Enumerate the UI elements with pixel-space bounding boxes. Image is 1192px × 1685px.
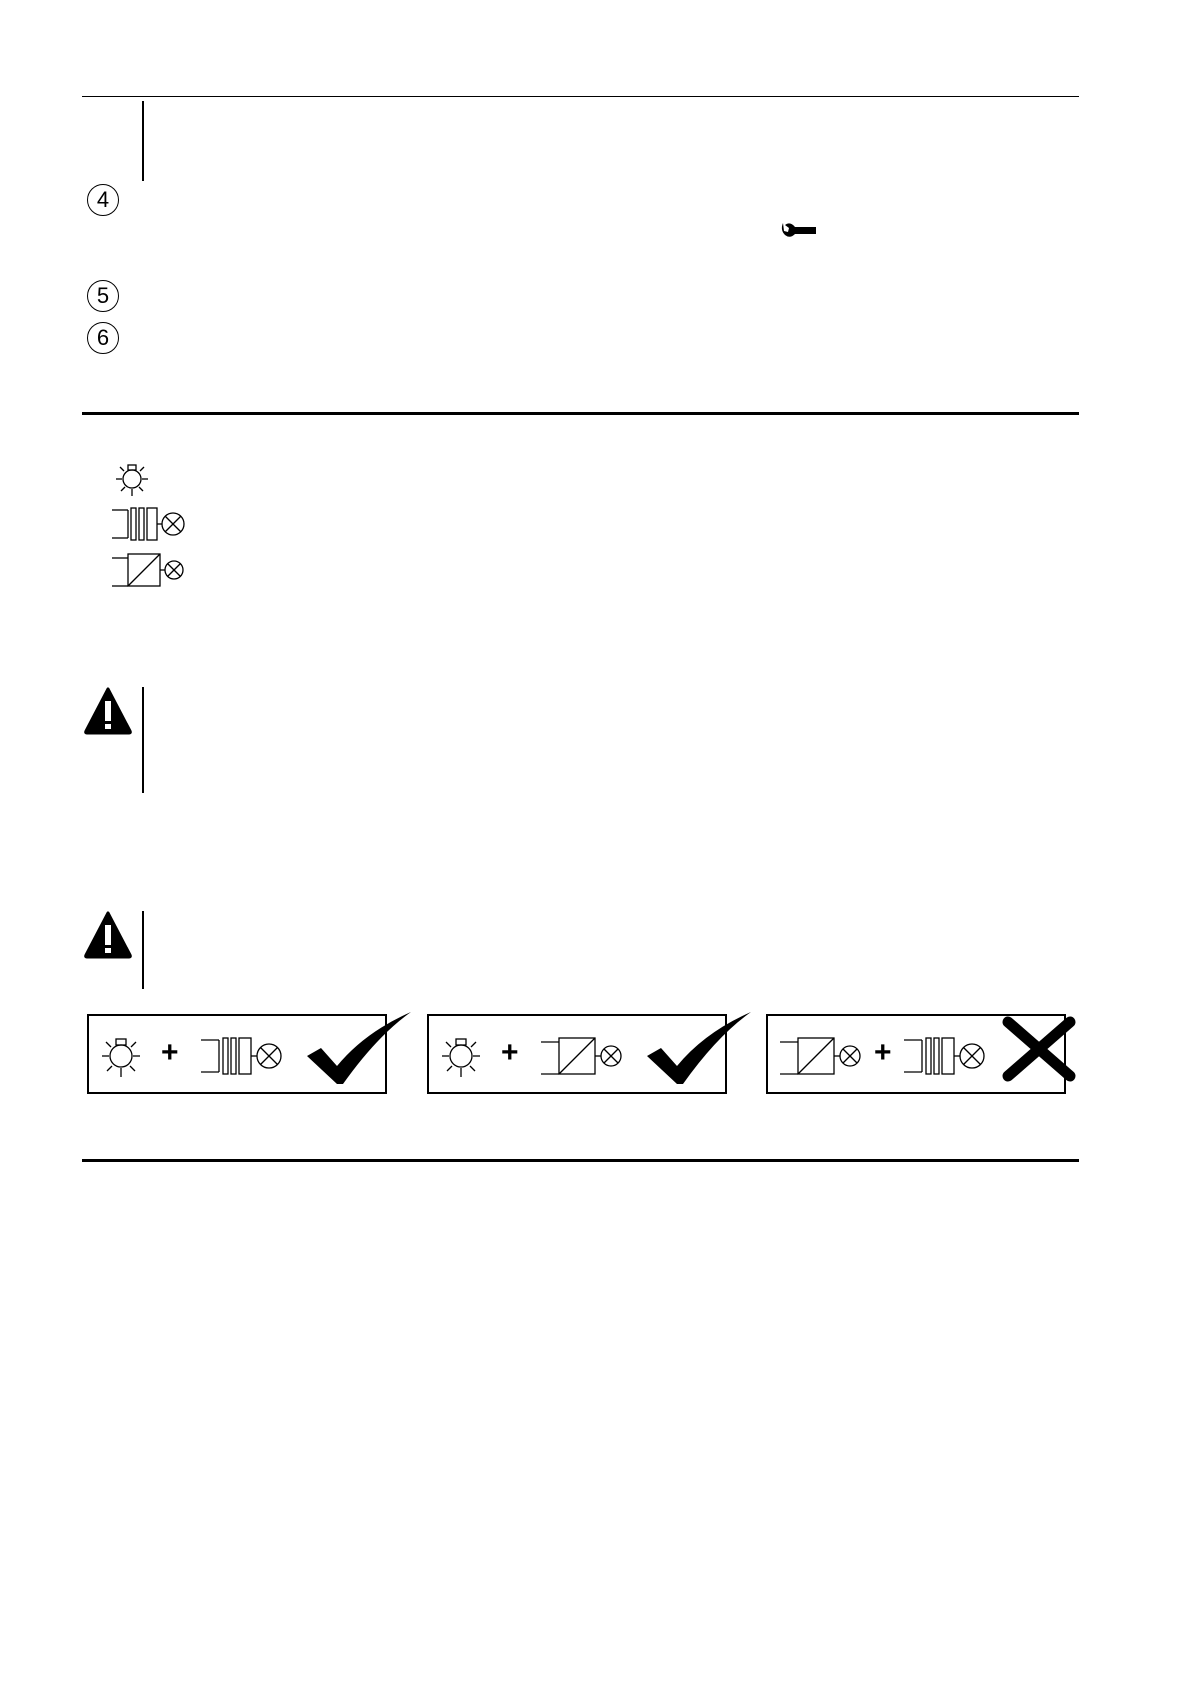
callout-5 <box>87 280 119 312</box>
warning-triangle-icon <box>84 911 132 959</box>
note-bar-top <box>142 101 144 181</box>
plus-operator: + <box>874 1036 892 1069</box>
electronic-transformer-lamp-symbol <box>541 1036 627 1076</box>
warning-triangle-icon <box>84 687 132 735</box>
electronic-transformer-lamp-symbol <box>112 552 188 588</box>
check-icon <box>307 1012 411 1086</box>
callout-5-number: 5 <box>96 283 110 308</box>
lamp-symbol <box>114 461 150 497</box>
magnetic-transformer-lamp-symbol <box>201 1036 287 1076</box>
plus-operator: + <box>501 1036 519 1069</box>
plus-operator: + <box>161 1036 179 1069</box>
wrench-icon <box>780 219 818 241</box>
callout-4 <box>87 184 119 216</box>
section-divider-1 <box>82 412 1079 415</box>
compat-panel-3 <box>766 1014 1066 1094</box>
callout-6 <box>87 322 119 354</box>
cross-icon <box>1002 1016 1076 1082</box>
callout-6-number: 6 <box>96 325 110 350</box>
check-icon <box>647 1012 751 1086</box>
lamp-symbol <box>441 1034 481 1078</box>
compat-panel-2 <box>427 1014 727 1094</box>
lamp-symbol <box>101 1034 141 1078</box>
electronic-transformer-lamp-symbol <box>780 1036 866 1076</box>
section-divider-2 <box>82 1159 1079 1162</box>
magnetic-transformer-lamp-symbol <box>112 506 188 542</box>
magnetic-transformer-lamp-symbol <box>904 1036 990 1076</box>
callout-4-number: 4 <box>96 187 110 212</box>
top-rule <box>82 96 1079 97</box>
warning-bar-2 <box>142 911 144 989</box>
compat-panel-1 <box>87 1014 387 1094</box>
warning-bar-1 <box>142 687 144 793</box>
